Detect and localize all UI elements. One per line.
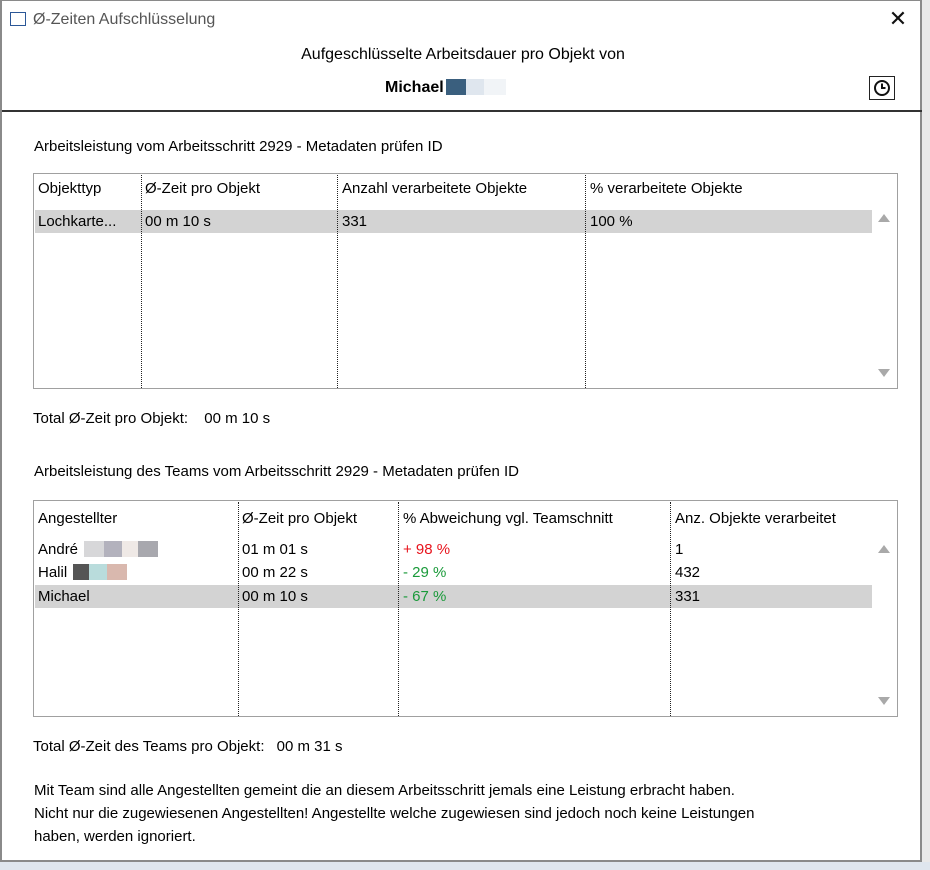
redacted-surname: [138, 541, 158, 557]
employee-first-name: André: [38, 541, 79, 558]
employee-first-name: Halil: [38, 564, 68, 581]
table-row[interactable]: [35, 538, 872, 561]
column-header-objekttyp[interactable]: Objekttyp: [38, 180, 102, 197]
column-header-processed[interactable]: Anz. Objekte verarbeitet: [675, 510, 836, 527]
team-table-header: [34, 501, 897, 531]
scroll-up-arrow-icon[interactable]: [878, 214, 890, 222]
table-row[interactable]: [35, 210, 872, 233]
redacted-surname: [446, 79, 466, 95]
team-table-scrollbar[interactable]: [872, 531, 896, 715]
column-divider: [337, 175, 338, 388]
cell-avg-time: 00 m 22 s: [242, 564, 308, 581]
background-taskbar-edge: [0, 862, 930, 870]
cell-employee: [38, 541, 158, 558]
table-row[interactable]: [35, 585, 872, 608]
object-total: [33, 410, 270, 427]
close-icon: ✕: [888, 6, 908, 31]
header-subtitle: Aufgeschlüsselte Arbeitsdauer pro Objekt von: [301, 46, 625, 63]
redacted-surname: [89, 564, 107, 580]
table-row[interactable]: [35, 561, 872, 584]
scroll-down-arrow-icon[interactable]: [878, 369, 890, 377]
team-section-title: Arbeitsleistung des Teams vom Arbeitsschritt 2929 - Metadaten prüfen ID: [34, 463, 519, 480]
employee-name-header: [385, 79, 506, 97]
cell-processed: 1: [675, 541, 684, 558]
object-table[interactable]: [33, 173, 898, 389]
cell-processed: 331: [675, 588, 701, 605]
note-line: Mit Team sind alle Angestellten gemeint die an diesem Arbeitsschritt jemals eine Leistung erbracht haben.: [34, 782, 735, 799]
column-header-avg-time[interactable]: Ø-Zeit pro Objekt: [242, 510, 358, 527]
column-divider: [398, 502, 399, 716]
team-total-value: 00 m 31 s: [276, 738, 343, 755]
close-button[interactable]: [880, 3, 916, 35]
column-divider: [670, 502, 671, 716]
note-line: haben, werden ignoriert.: [34, 828, 196, 845]
window-icon: [10, 12, 26, 26]
column-divider: [585, 175, 586, 388]
redacted-surname: [73, 564, 89, 580]
cell-deviation: + 98 %: [403, 541, 451, 558]
column-header-percent[interactable]: % verarbeitete Objekte: [590, 180, 743, 197]
cell-deviation: - 29 %: [403, 564, 447, 581]
scroll-down-arrow-icon[interactable]: [878, 697, 890, 705]
redacted-surname: [484, 79, 506, 95]
redacted-surname: [122, 541, 138, 557]
scroll-up-arrow-icon[interactable]: [878, 545, 890, 553]
cell-avg-time: 00 m 10 s: [145, 213, 211, 230]
column-divider: [141, 175, 142, 388]
redacted-surname: [466, 79, 484, 95]
redacted-surname: [104, 541, 122, 557]
object-section-title: Arbeitsleistung vom Arbeitsschritt 2929 - Metadaten prüfen ID: [34, 138, 443, 155]
cell-objekttyp: Lochkarte...: [38, 213, 117, 230]
window-title: Ø-Zeiten Aufschlüsselung: [33, 11, 216, 28]
cell-employee: Michael: [38, 588, 90, 605]
cell-percent: 100 %: [590, 213, 633, 230]
team-explanation-note: [34, 779, 904, 848]
redacted-surname: [84, 541, 104, 557]
object-total-value: 00 m 10 s: [204, 410, 271, 427]
background-window-edge: [922, 0, 930, 870]
cell-avg-time: 00 m 10 s: [242, 588, 308, 605]
object-table-scrollbar[interactable]: [872, 204, 896, 387]
column-header-avg-time[interactable]: Ø-Zeit pro Objekt: [145, 180, 261, 197]
cell-count: 331: [342, 213, 368, 230]
redacted-surname: [107, 564, 127, 580]
history-button[interactable]: [869, 76, 895, 100]
column-header-count[interactable]: Anzahl verarbeitete Objekte: [342, 180, 528, 197]
header-separator: [2, 110, 922, 112]
column-divider: [238, 502, 239, 716]
column-header-employee[interactable]: Angestellter: [38, 510, 118, 527]
object-table-header: [34, 174, 897, 204]
team-table[interactable]: [33, 500, 898, 717]
column-header-deviation[interactable]: % Abweichung vgl. Teamschnitt: [403, 510, 613, 527]
note-line: Nicht nur die zugewiesenen Angestellten! Angestellte welche zugewiesen sind jedoch noch keine Leistungen: [34, 805, 755, 822]
team-total-label: Total Ø-Zeit des Teams pro Objekt:: [33, 738, 265, 755]
cell-deviation: - 67 %: [403, 588, 447, 605]
cell-avg-time: 01 m 01 s: [242, 541, 308, 558]
clock-icon: [873, 79, 891, 97]
employee-name: Michael: [385, 79, 444, 96]
cell-processed: 432: [675, 564, 701, 581]
team-total: [33, 738, 343, 755]
title-bar[interactable]: [2, 1, 920, 39]
object-total-label: Total Ø-Zeit pro Objekt:: [33, 410, 189, 427]
cell-employee: [38, 564, 127, 581]
